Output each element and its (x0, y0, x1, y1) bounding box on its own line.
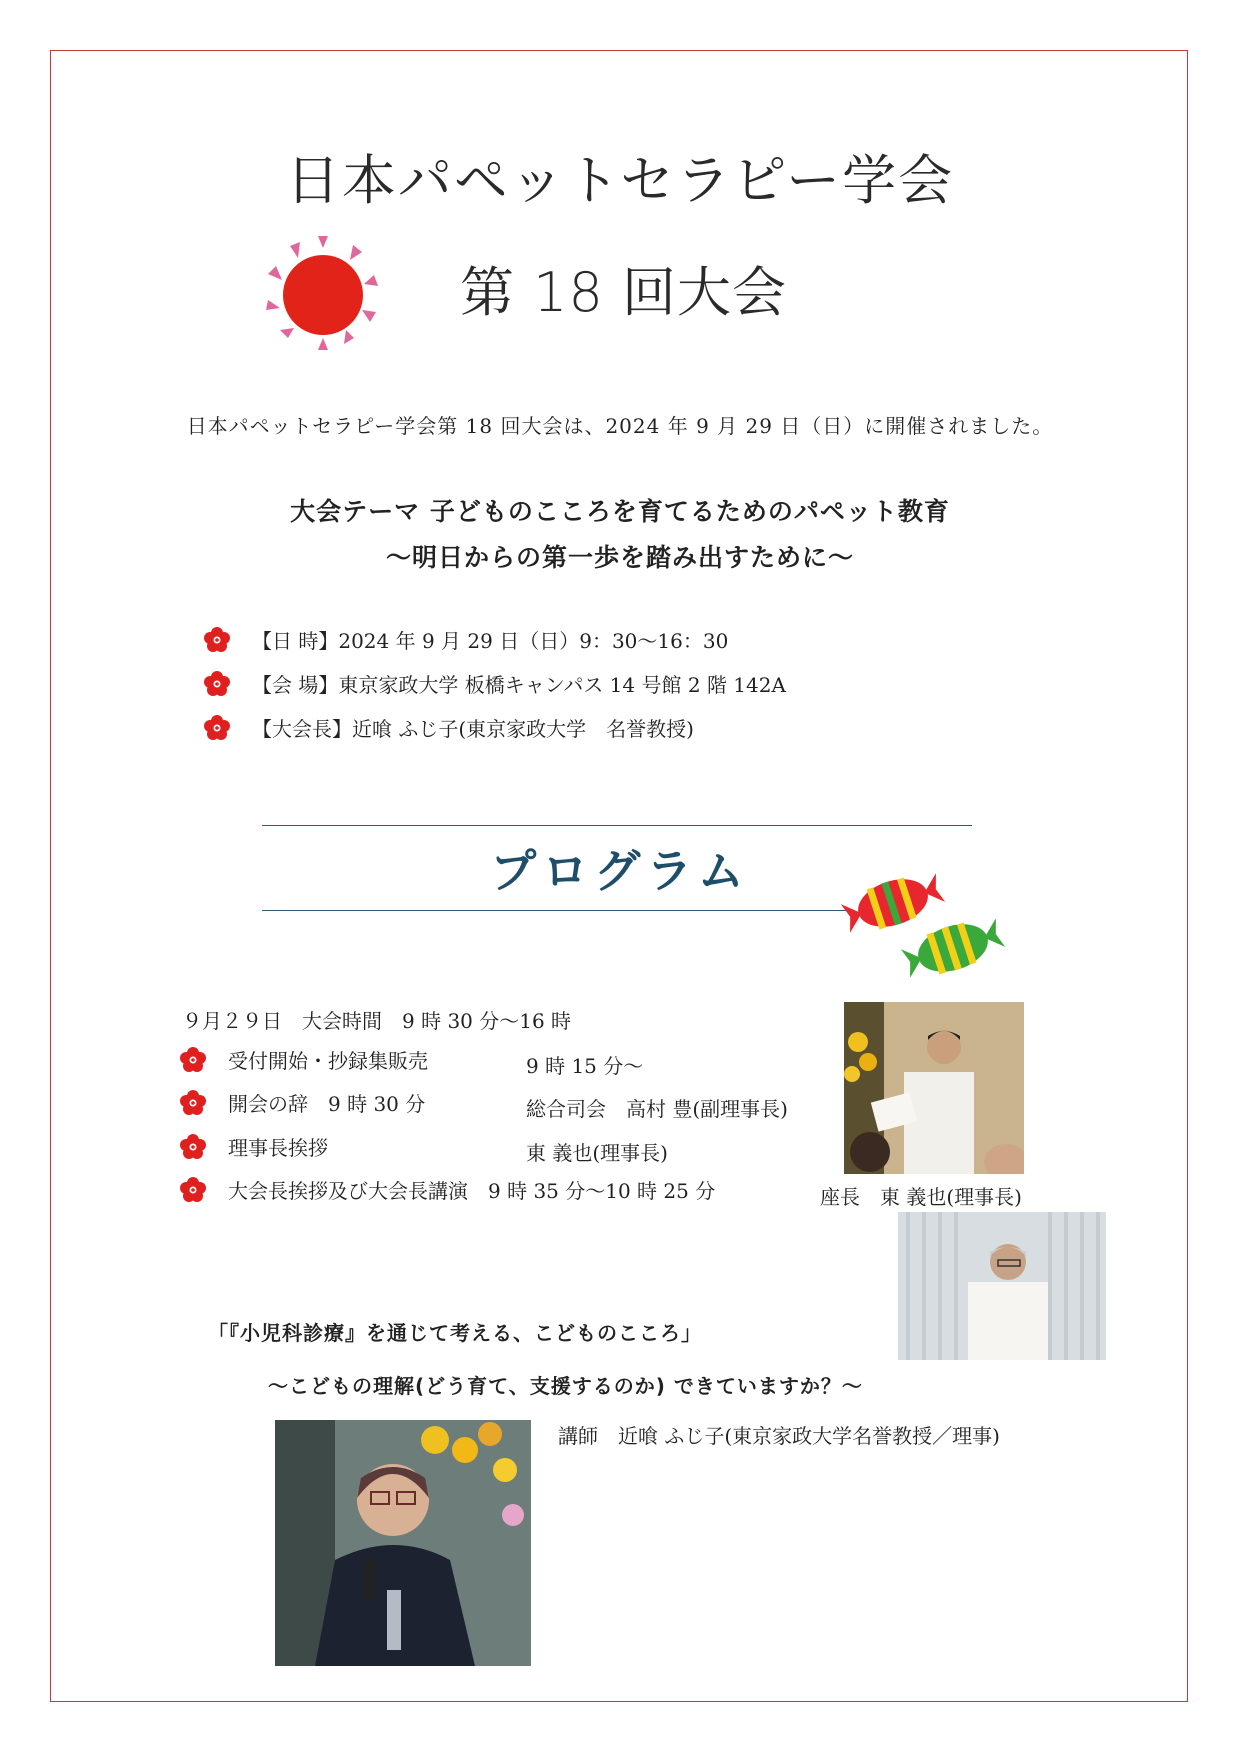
schedule-item: 受付開始・抄録集販売 (228, 1049, 428, 1073)
schedule-row-president-lecture (180, 1175, 715, 1204)
schedule-row-chair-greeting (180, 1132, 328, 1161)
sun-illustration (258, 230, 398, 360)
schedule-detail: 9 時 15 分～ (526, 1054, 644, 1078)
flower-icon (180, 1047, 206, 1073)
schedule-row-opening (180, 1088, 425, 1117)
info-venue-label: 【会 場】東京家政大学 板橋キャンパス 14 号館 2 階 142A (252, 673, 786, 697)
flower-icon (180, 1134, 206, 1160)
info-datetime-label: 【日 時】2024 年 9 月 29 日（日）9：30～16：30 (252, 629, 729, 653)
info-president (204, 713, 694, 742)
photo-speaker-podium (844, 1002, 1024, 1174)
schedule-item: 理事長挨拶 (228, 1136, 328, 1160)
program-divider-top (262, 825, 972, 826)
schedule-header: ９月２９日 大会時間 9 時 30 分～16 時 (182, 1009, 572, 1033)
flower-icon (180, 1090, 206, 1116)
program-divider-bottom (262, 910, 852, 911)
flower-icon (204, 715, 230, 741)
flower-icon (204, 627, 230, 653)
society-title: 日本パペットセラピー学会 (285, 149, 955, 212)
photo-chairperson (898, 1212, 1106, 1360)
schedule-row-reception (180, 1045, 428, 1074)
schedule-item: 開会の辞 9 時 30 分 (228, 1092, 426, 1116)
flower-icon (204, 671, 230, 697)
lecture-title: 「『小児科診療』を通じて考える、こどものこころ」 (208, 1321, 702, 1345)
schedule-detail: 総合司会 高村 豊(副理事長) (526, 1097, 788, 1121)
conference-number: 第 18 回大会 (460, 261, 788, 324)
info-datetime (204, 625, 728, 654)
flower-icon (180, 1177, 206, 1203)
photo-lecturer (275, 1420, 531, 1666)
schedule-detail: 座長 東 義也(理事長) (820, 1185, 1022, 1209)
candy-illustration (838, 858, 1008, 988)
info-venue (204, 669, 786, 698)
program-heading: プログラム (490, 844, 750, 898)
lecturer-name: 講師 近喰 ふじ子(東京家政大学名誉教授／理事) (558, 1424, 1000, 1448)
intro-text: 日本パペットセラピー学会第 18 回大会は、2024 年 9 月 29 日（日）に開催されました。 (186, 414, 1054, 438)
theme-subtitle: ～明日からの第一歩を踏み出すために～ (385, 543, 854, 572)
theme-title: 大会テーマ 子どものこころを育てるためのパペット教育 (290, 497, 950, 526)
schedule-detail: 東 義也(理事長) (526, 1141, 668, 1165)
schedule-item: 大会長挨拶及び大会長講演 9 時 35 分～10 時 25 分 (228, 1179, 716, 1203)
lecture-subtitle: ～こどもの理解(どう育て、支援するのか) できていますか？～ (268, 1374, 863, 1398)
info-president-label: 【大会長】近喰 ふじ子(東京家政大学 名誉教授) (252, 717, 694, 741)
